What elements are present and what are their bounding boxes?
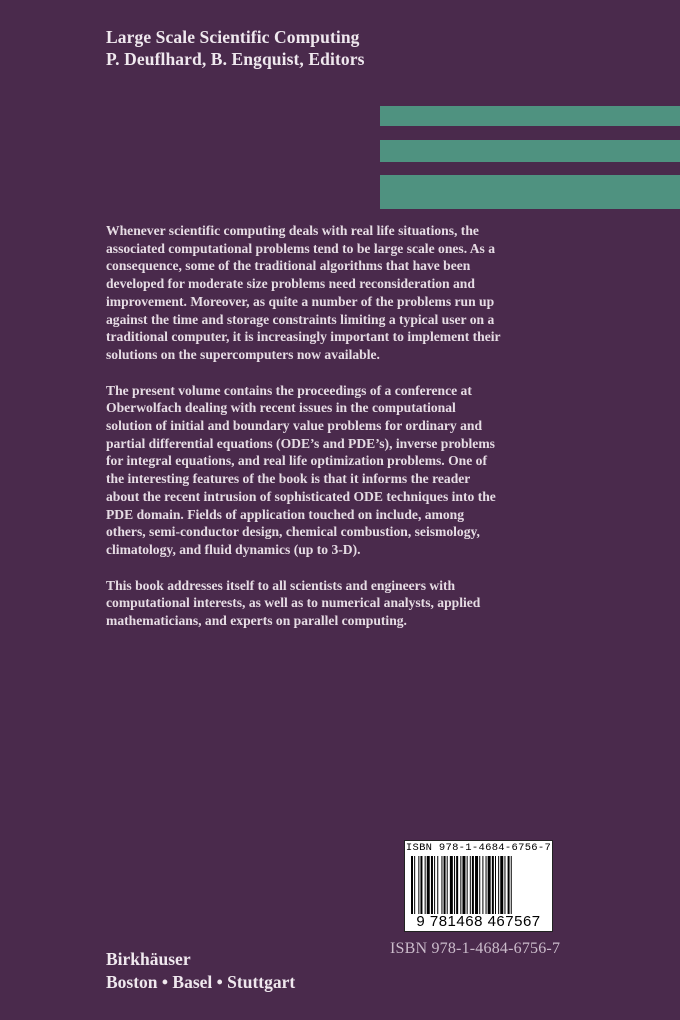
- barcode-isbn-label: ISBN 978-1-4684-6756-7: [405, 842, 552, 854]
- publisher-name: Birkhäuser: [106, 949, 191, 969]
- editors-line: P. Deuflhard, B. Engquist, Editors: [106, 49, 365, 69]
- barcode: [404, 840, 553, 932]
- barcode-bars-icon: [411, 856, 546, 914]
- decorative-stripe-3: [380, 175, 680, 209]
- decorative-stripe-2: [380, 140, 680, 162]
- blurb-text: [106, 222, 586, 648]
- book-title: Large Scale Scientific Computing: [106, 27, 360, 47]
- isbn-text: ISBN 978-1-4684-6756-7: [390, 940, 561, 957]
- paragraph-1: Whenever scientific computing deals with real life situations, the associated computational problems tend to be large scale ones. As a consequence, some of the traditional algorithms that have been developed for moderate size problems need reconsideration and improvement. Moreover, as quite a number of the problems run up against the time and storage constraints limiting a typical user on a traditional computer, it is increasingly important to implement their solutions on the supercomputers now available.: [106, 223, 501, 362]
- publisher-block: [106, 948, 295, 994]
- series-header: [106, 26, 365, 70]
- publisher-locations: Boston • Basel • Stuttgart: [106, 972, 296, 992]
- paragraph-3: This book addresses itself to all scientists and engineers with computational interests, as well as to numerical analysts, applied mathematicians, and experts on parallel computing.: [106, 577, 481, 629]
- barcode-ean-number: 9 781468 467567: [416, 913, 541, 930]
- paragraph-2: The present volume contains the proceedings of a conference at Oberwolfach dealing with recent issues in the computational solution of initial and boundary value problems for ordinary and partial differential equations (ODE’s and PDE’s), inverse problems for integral equations, and real life optimization problems. One of the interesting features of the book is that it informs the reader about the recent intrusion of sophisticated ODE techniques into the PDE domain. Fields of application touched on include, among others, semi-conductor design, chemical combustion, seismology, climatology, and fluid dynamics (up to 3-D).: [106, 382, 496, 557]
- decorative-stripe-1: [380, 106, 680, 126]
